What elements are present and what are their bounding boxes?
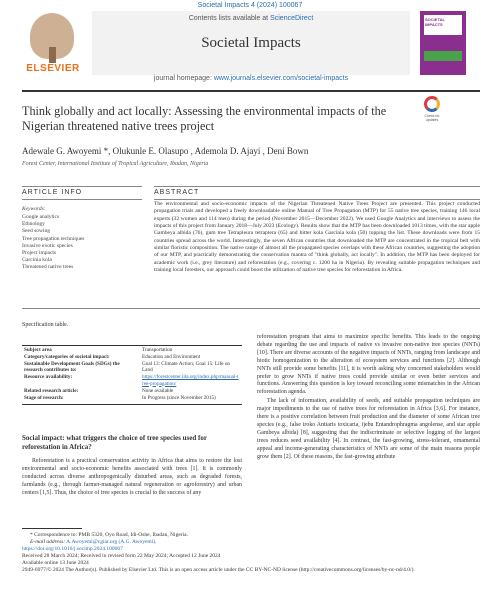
publisher-logo-text: ELSEVIER [26, 63, 80, 74]
journal-cover-thumbnail[interactable] [420, 11, 466, 75]
table-row [22, 360, 242, 373]
email-line [22, 539, 480, 546]
contents-prefix: Contents lists available at [188, 15, 269, 22]
journal-banner [92, 11, 410, 75]
license-note: 2949-6977/© 2024 The Author(s). Published by Elsevier Ltd. This is an open access article under the CC BY-NC-ND license (http://creativecommons.org/licenses/by-nc-nd/4.0/). [22, 567, 415, 573]
spec-value [140, 374, 242, 387]
check-for-updates-badge[interactable] [418, 96, 446, 126]
keyword-item: Ethnology [22, 221, 45, 228]
body-column-right [257, 334, 480, 462]
spec-value: Education and Environment [142, 353, 201, 360]
check-for-updates-label: Check for updates [424, 114, 440, 122]
received-dates: Received 28 March 2024; Received in revised form 22 May 2024; Accepted 12 June 2024 [22, 553, 221, 559]
tree-trunk-icon [49, 47, 56, 63]
footnotes [22, 532, 480, 574]
sciencedirect-link[interactable]: ScienceDirect [270, 15, 314, 22]
spec-value: Transportation [142, 346, 173, 353]
spec-key: Stage of research: [24, 394, 64, 401]
journal-homepage-line [92, 75, 410, 86]
resource-link[interactable]: https://forestcenter.iita.org/index.php/manual-tree-propagation/ [142, 374, 239, 387]
header-divider [22, 90, 480, 92]
abstract-heading: ABSTRACT [154, 189, 200, 196]
journal-citation-top[interactable]: Societal Impacts 4 (2024) 100067 [197, 2, 303, 9]
homepage-link[interactable]: www.journals.elsevier.com/societal-impacts [213, 75, 349, 82]
article-info-subrule [22, 199, 142, 200]
keyword-item: Threatened native trees [22, 264, 74, 271]
journal-header [22, 11, 480, 86]
keywords-list [22, 214, 84, 272]
correspondence-note: * Correspondence to: PMB 5320, Oyo Road, Idi-Oshe, Ibadan, Nigeria. [30, 532, 188, 538]
table-row [22, 387, 242, 394]
spec-key: Sustainable Development Goals (SDGs) the research contributes to: [24, 360, 120, 374]
abstract-end-rule [22, 308, 480, 309]
abstract-rule [154, 186, 480, 187]
contents-line [92, 15, 410, 22]
article-title: Think globally and act locally: Assessing the environmental impacts of the Nigerian threatened native trees project [22, 104, 387, 133]
elsevier-logo[interactable] [22, 11, 84, 75]
doi-link[interactable]: https://doi.org/10.1016/j.socimp.2024.100067 [22, 546, 123, 552]
spec-value: None available [142, 387, 174, 394]
email-link[interactable]: A.Awoyemi@cgiar.org (A.G. Awoyemi). [66, 539, 157, 545]
email-prefix: E-mail address: [30, 539, 66, 545]
specification-table [22, 346, 242, 402]
body-paragraph: The lack of information, availability of seeds, and suitable propagation techniques are major impediments to the use of native trees for reforestation in Africa [3,6]. For instance, there is a positive correlation between fruit production and the diameter of some African tree species (e.g., false iroko Antiaris toxicaria, ijebu Entandrophragma angolense, and star apple Gambeya albida) [8], suggesting that the indiscriminate or selective logging of the largest trees reduces seed availability [4]. In contrast, the fast-growing, stress-tolerant, ornamental appeal and income-generating characteristics of NNTs are some of the main reasons people grow them [2]. Of these reasons, the fast-growing attribute [257, 398, 480, 460]
keyword-item: Tree propagation techniques [22, 235, 85, 242]
affiliation: Forest Center, International Institute of Tropical Agriculture, Ibadan, Nigeria [22, 161, 209, 167]
keyword-item: Garcinia kola [22, 257, 52, 264]
journal-title: Societal Impacts [201, 35, 301, 51]
author-list[interactable]: Adewale G. Awoyemi *, Olukunle E. Olasupo , Ademola D. Ajayi , Deni Bown [22, 146, 309, 156]
body-paragraph-left: Reforestation is a practical conservation activity in Africa that aims to restore the lost environmental and socio-economic benefits associated with trees [1]. It is commonly conducted across diverse anthropogenically disturbed areas, such as degraded forests, farmlands (e.g., through farmer-managed natural regeneration or agroforestry) and urban centers [1,5]. Thus, the choice of tree species is crucial to the success of any [22, 458, 242, 496]
article-info-heading: ARTICLE INFO [22, 189, 83, 196]
update-check-icon [424, 96, 440, 112]
available-online: Available online 13 June 2024 [22, 560, 89, 566]
section-heading: Social impact: what triggers the choice of tree species used for reforestation in Africa? [22, 434, 207, 451]
keyword-item: Seed sowing [22, 228, 50, 235]
abstract-subrule [154, 199, 480, 200]
keyword-item: Google analytics [22, 214, 60, 220]
article-info-rule [22, 186, 142, 187]
table-row [22, 346, 242, 353]
homepage-prefix: journal homepage: [153, 75, 212, 82]
spec-key: Category/categories of societal impact: [24, 353, 110, 360]
spec-key: Subject area [24, 346, 52, 353]
cover-band [424, 51, 462, 61]
spec-table-caption: Specification table. [22, 322, 69, 328]
spec-key: Resource availability: [24, 374, 73, 381]
cover-title: SOCIETAL IMPACTS [425, 17, 445, 27]
keywords-label: Keywords: [22, 206, 46, 212]
spec-key: Related research article: [24, 387, 79, 394]
spec-value: Goal 13: Climate Action; Goal 15: Life on Land [142, 360, 231, 374]
keyword-item: Project impacts [22, 250, 57, 257]
table-row [22, 374, 242, 387]
body-paragraph: reforestation program that aims to maximize specific benefits. This leads to the ongoing debate regarding the use and impacts of native vs invasive non-native tree species (NNTs) [10]. There are diverse accounts of the negative impacts of NNTs, ranging from landscape and biotic homogenization to the alteration of ecosystem services and functions [2]. Although NNTs still provide some benefits [11], it is worth asking why concerned stakeholders would prefer to grow NNTs if native trees could provide similar or even better services and functions. Answering this question is key toward reconciling some mismatches in the African reforestation agenda. [257, 334, 480, 396]
table-row [22, 353, 242, 360]
table-row [22, 394, 242, 401]
abstract-text: The environmental and socio-economic impacts of the Nigerian Threatened Native Trees Project are presented. This project conducted propagation trials and developed a freely downloadable online Manual of Tree Propagation (MTP) for 55 native tree species, training 146 local experts (32 women and 114 men) during the period (November 2015—December 2022). We used Google Analytics and interviews to assess the impacts of this project from January 2018—July 2023 (Ecology). Results show that the MTP has been downloaded 1013 times, with the star apple Gambeya albida (76), gum tree Tetrapleura tetraptera (65) and bitter kola Garcinia kola (50) topping the list. These downloads were from 15 countries spread across the world. Interestingly, the seven African countries that downloaded the MTP are concentrated in the tropical belt with similar floristic composition. The native range of almost all the propagated species overlaps with these African countries, suggesting the adoption of our MTP, and practically demonstrating the conservation mantra of "think globally, act locally". In addition, the MTP has been deployed for academic work (i.e., grey literature) and reforestation (e.g., covering c. 1200 ha in Nigeria). By revealing suitable propagation techniques and training local foresters, our approach could boost the utilization of native tree species for reforestation in Africa. [154, 201, 480, 274]
spec-table-bottom-rule [22, 404, 242, 405]
footnote-rule [22, 528, 82, 529]
spec-value: In Progress (since November 2015) [142, 394, 216, 401]
keyword-item: Invasive exotic species [22, 242, 73, 249]
